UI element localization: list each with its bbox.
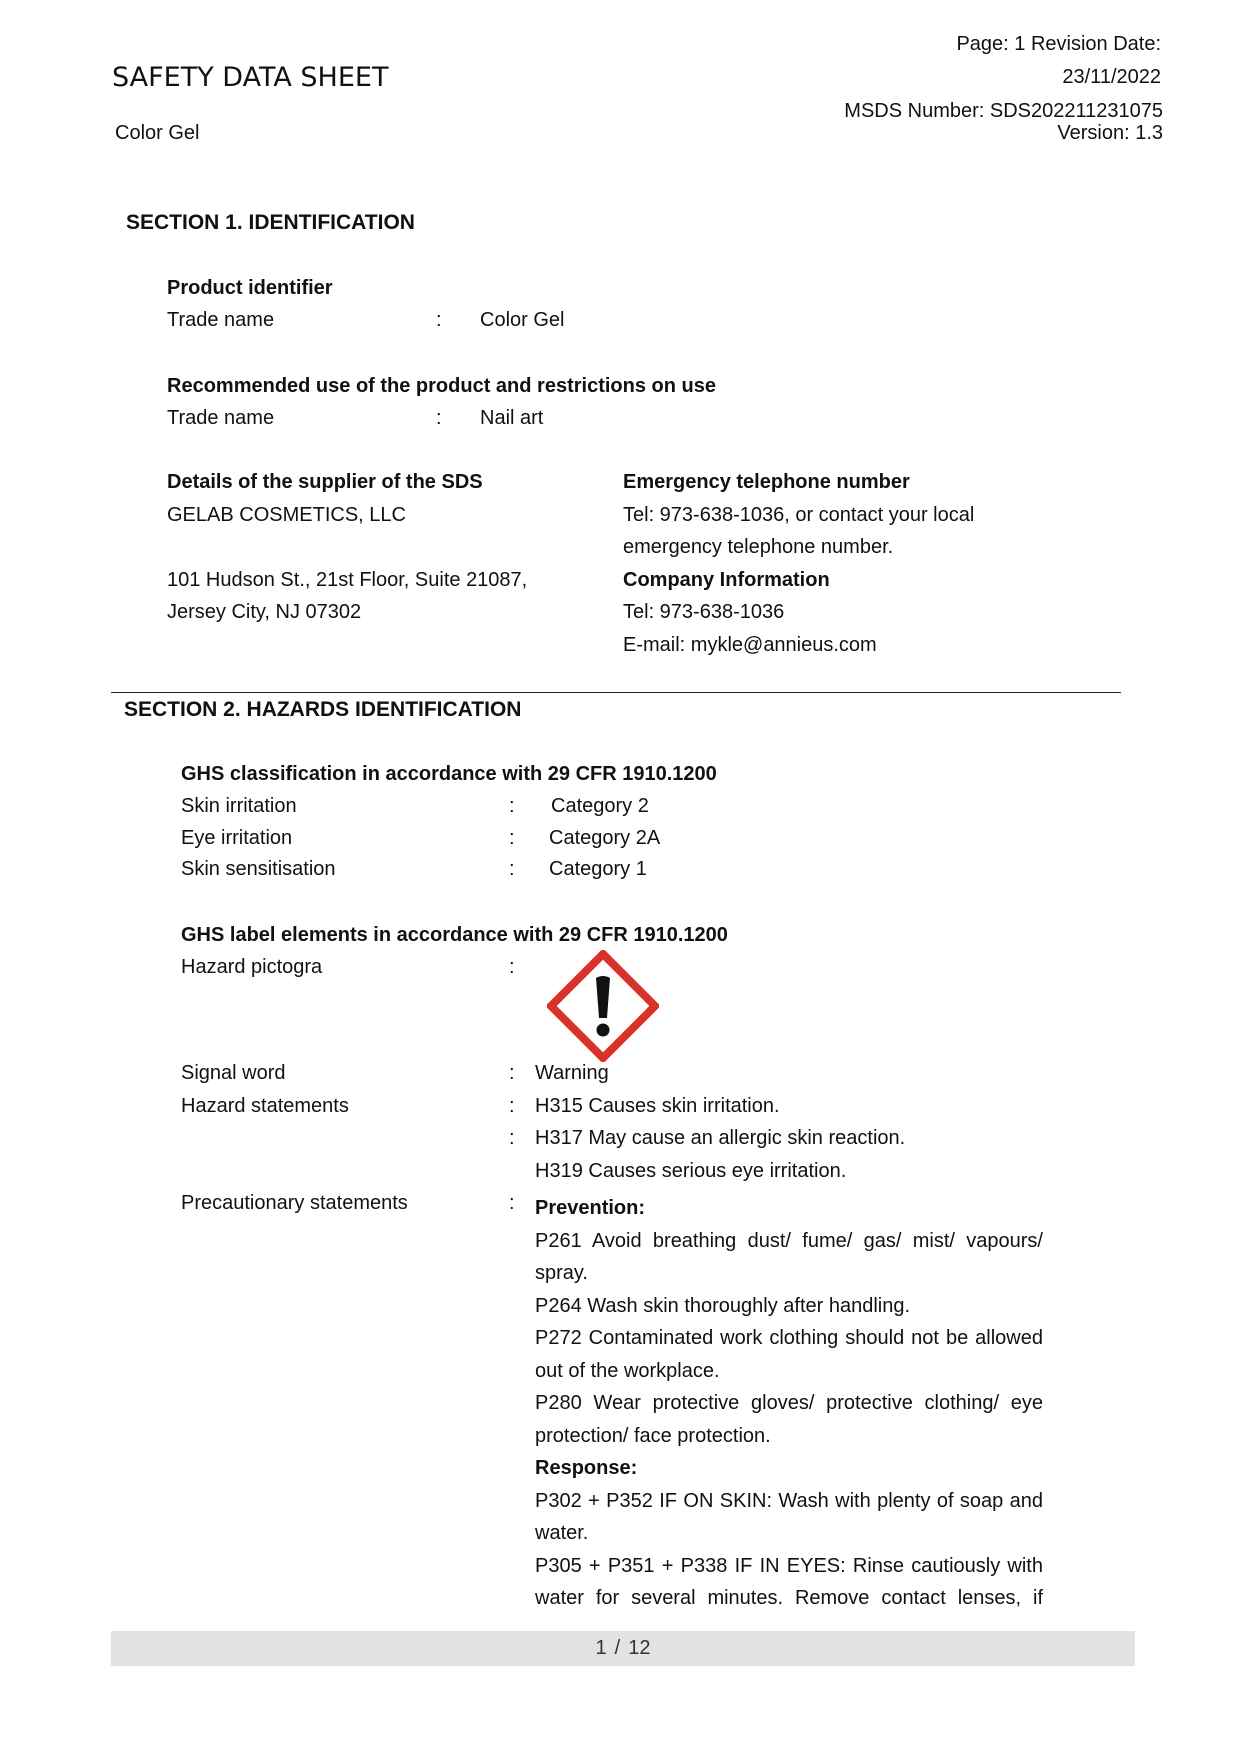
colon: :: [436, 407, 442, 429]
product-identifier-heading: Product identifier: [167, 277, 333, 299]
colon: :: [509, 795, 515, 817]
classification-label: Skin sensitisation: [181, 858, 336, 880]
response-heading: Response:: [535, 1457, 638, 1479]
hazard-statement: H317 May cause an allergic skin reaction.: [535, 1127, 906, 1149]
header-product-name: Color Gel: [115, 122, 200, 144]
precautionary-statement: P302 + P352 IF ON SKIN: Wash with plenty of soap and water.: [535, 1489, 1043, 1544]
emergency-heading: Emergency telephone number: [623, 471, 910, 493]
precautionary-statements: [535, 1192, 1043, 1615]
colon: :: [436, 309, 442, 331]
hazard-statements-label: Hazard statements: [181, 1095, 349, 1117]
classification-value: Category 1: [549, 858, 647, 880]
emergency-line2: emergency telephone number.: [623, 536, 894, 558]
emergency-line1: Tel: 973-638-1036, or contact your local: [623, 504, 975, 526]
precautionary-statement: P264 Wash skin thoroughly after handling.: [535, 1294, 911, 1317]
classification-label: Skin irritation: [181, 795, 297, 817]
classification-heading: GHS classification in accordance with 29 CFR 1910.1200: [181, 763, 717, 785]
supplier-heading: Details of the supplier of the SDS: [167, 471, 483, 493]
supplier-address-line2: Jersey City, NJ 07302: [167, 601, 362, 623]
trade-name-label: Trade name: [167, 309, 275, 331]
precautionary-statement: P261 Avoid breathing dust/ fume/ gas/ mist/ vapours/ spray.: [535, 1229, 1043, 1284]
signal-word-value: Warning: [535, 1062, 609, 1084]
colon: :: [509, 827, 515, 849]
page-separator: /: [614, 1637, 621, 1659]
precautionary-statements-label: Precautionary statements: [181, 1192, 408, 1214]
page-total: 12: [628, 1637, 651, 1659]
company-info-heading: Company Information: [623, 569, 830, 591]
colon: :: [509, 1095, 515, 1117]
hazard-statement: H319 Causes serious eye irritation.: [535, 1160, 847, 1182]
pictogram-label: Hazard pictogra: [181, 956, 323, 978]
hazard-statement: H315 Causes skin irritation.: [535, 1095, 780, 1117]
classification-label: Eye irritation: [181, 827, 293, 849]
trade-name-value: Color Gel: [480, 309, 565, 331]
label-elements-heading: GHS label elements in accordance with 29 CFR 1910.1200: [181, 924, 728, 946]
colon: :: [509, 1062, 515, 1084]
colon: :: [509, 956, 515, 978]
recommended-use-heading: Recommended use of the product and restrictions on use: [167, 375, 716, 397]
header-version: Version: 1.3: [1057, 122, 1163, 144]
colon: :: [509, 1127, 515, 1149]
colon: :: [509, 858, 515, 880]
precautionary-statement: P305 + P351 + P338 IF IN EYES: Rinse cautiously with water for several minutes. Remove contact lenses, if: [535, 1554, 1043, 1609]
header-page-line: Page: 1 Revision Date:: [956, 33, 1161, 55]
section2-heading: SECTION 2. HAZARDS IDENTIFICATION: [124, 698, 522, 721]
section-divider: [111, 692, 1121, 693]
colon: :: [509, 1192, 515, 1214]
company-email: E-mail: mykle@annieus.com: [623, 634, 877, 656]
company-tel: Tel: 973-638-1036: [623, 601, 785, 623]
precautionary-statement: P280 Wear protective gloves/ protective clothing/ eye protection/ face protection.: [535, 1392, 1043, 1447]
classification-value: Category 2: [551, 795, 649, 817]
document-title: SAFETY DATA SHEET: [112, 62, 389, 93]
classification-value: Category 2A: [549, 827, 661, 849]
header-revision-date: 23/11/2022: [1062, 66, 1161, 88]
prevention-heading: Prevention:: [535, 1197, 646, 1219]
ghs-exclamation-mark-icon: [547, 950, 659, 1062]
recommended-use-label: Trade name: [167, 407, 275, 429]
page-number: 1: [595, 1637, 607, 1659]
header-msds-number: MSDS Number: SDS202211231075: [844, 100, 1163, 122]
supplier-name: GELAB COSMETICS, LLC: [167, 504, 406, 526]
signal-word-label: Signal word: [181, 1062, 286, 1084]
supplier-address-line1: 101 Hudson St., 21st Floor, Suite 21087,: [167, 569, 528, 591]
recommended-use-value: Nail art: [480, 407, 544, 429]
page-footer: [111, 1631, 1135, 1666]
section1-heading: SECTION 1. IDENTIFICATION: [126, 211, 415, 234]
precautionary-statement: P272 Contaminated work clothing should not be allowed out of the workplace.: [535, 1327, 1043, 1382]
